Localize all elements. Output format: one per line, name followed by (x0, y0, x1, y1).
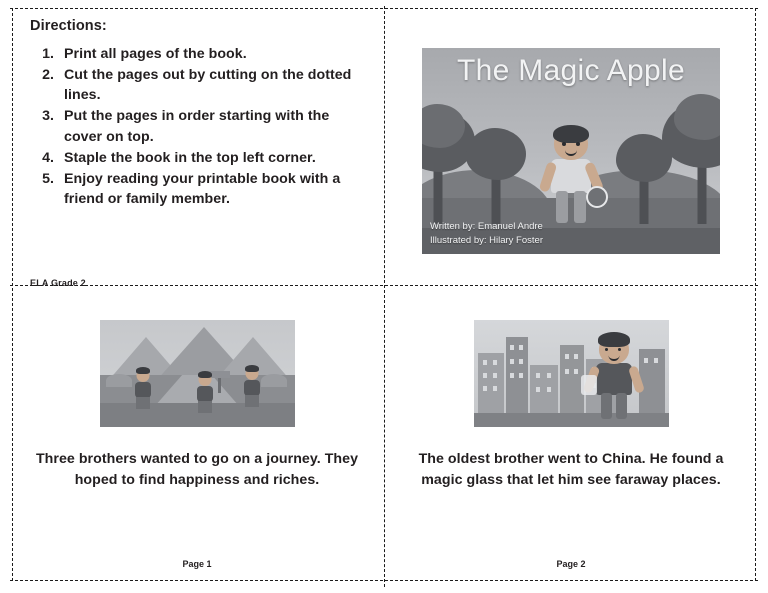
directions-list (28, 44, 366, 210)
page-label: Page 1 (182, 559, 212, 569)
grade-label: ELA Grade 2 (30, 277, 86, 288)
brother-character (134, 369, 152, 409)
directions-heading: Directions: (30, 18, 107, 34)
direction-item: 1. Print all pages of the book. (58, 44, 366, 64)
direction-item: 2. Cut the pages out by cutting on the dotted lines. (58, 65, 366, 105)
cover-illustration (422, 48, 720, 254)
page-label: Page 2 (556, 559, 586, 569)
brother-character (585, 335, 643, 421)
apple-icon (586, 186, 608, 208)
story-page-1 (10, 296, 384, 584)
three-brothers-illustration (100, 320, 295, 427)
story-text: Three brothers wanted to go on a journey. They hoped to find happiness and riches. (35, 450, 359, 488)
direction-item: 4. Staple the book in the top left corner. (58, 148, 366, 168)
story-text: The oldest brother went to China. He found a magic glass that let him see faraway places. (418, 450, 724, 488)
book-cover-panel (384, 8, 758, 296)
signpost-icon (218, 371, 221, 393)
story-page-2 (384, 296, 758, 584)
boy-character (536, 128, 606, 228)
brother-character (243, 367, 261, 407)
magic-glass-icon (581, 375, 597, 395)
cover-illustrated-by: Illustrated by: Hilary Foster (430, 234, 543, 246)
cover-written-by: Written by: Emanuel Andre (430, 221, 543, 233)
brother-character (193, 373, 217, 421)
cover-credits (430, 220, 543, 248)
city-boy-illustration (474, 320, 669, 427)
directions-panel (10, 8, 384, 296)
cover-title: The Magic Apple (457, 53, 685, 87)
direction-item: 3. Put the pages in order starting with the cover on top. (58, 106, 366, 146)
direction-item: 5. Enjoy reading your printable book with a friend or family member. (58, 169, 366, 209)
